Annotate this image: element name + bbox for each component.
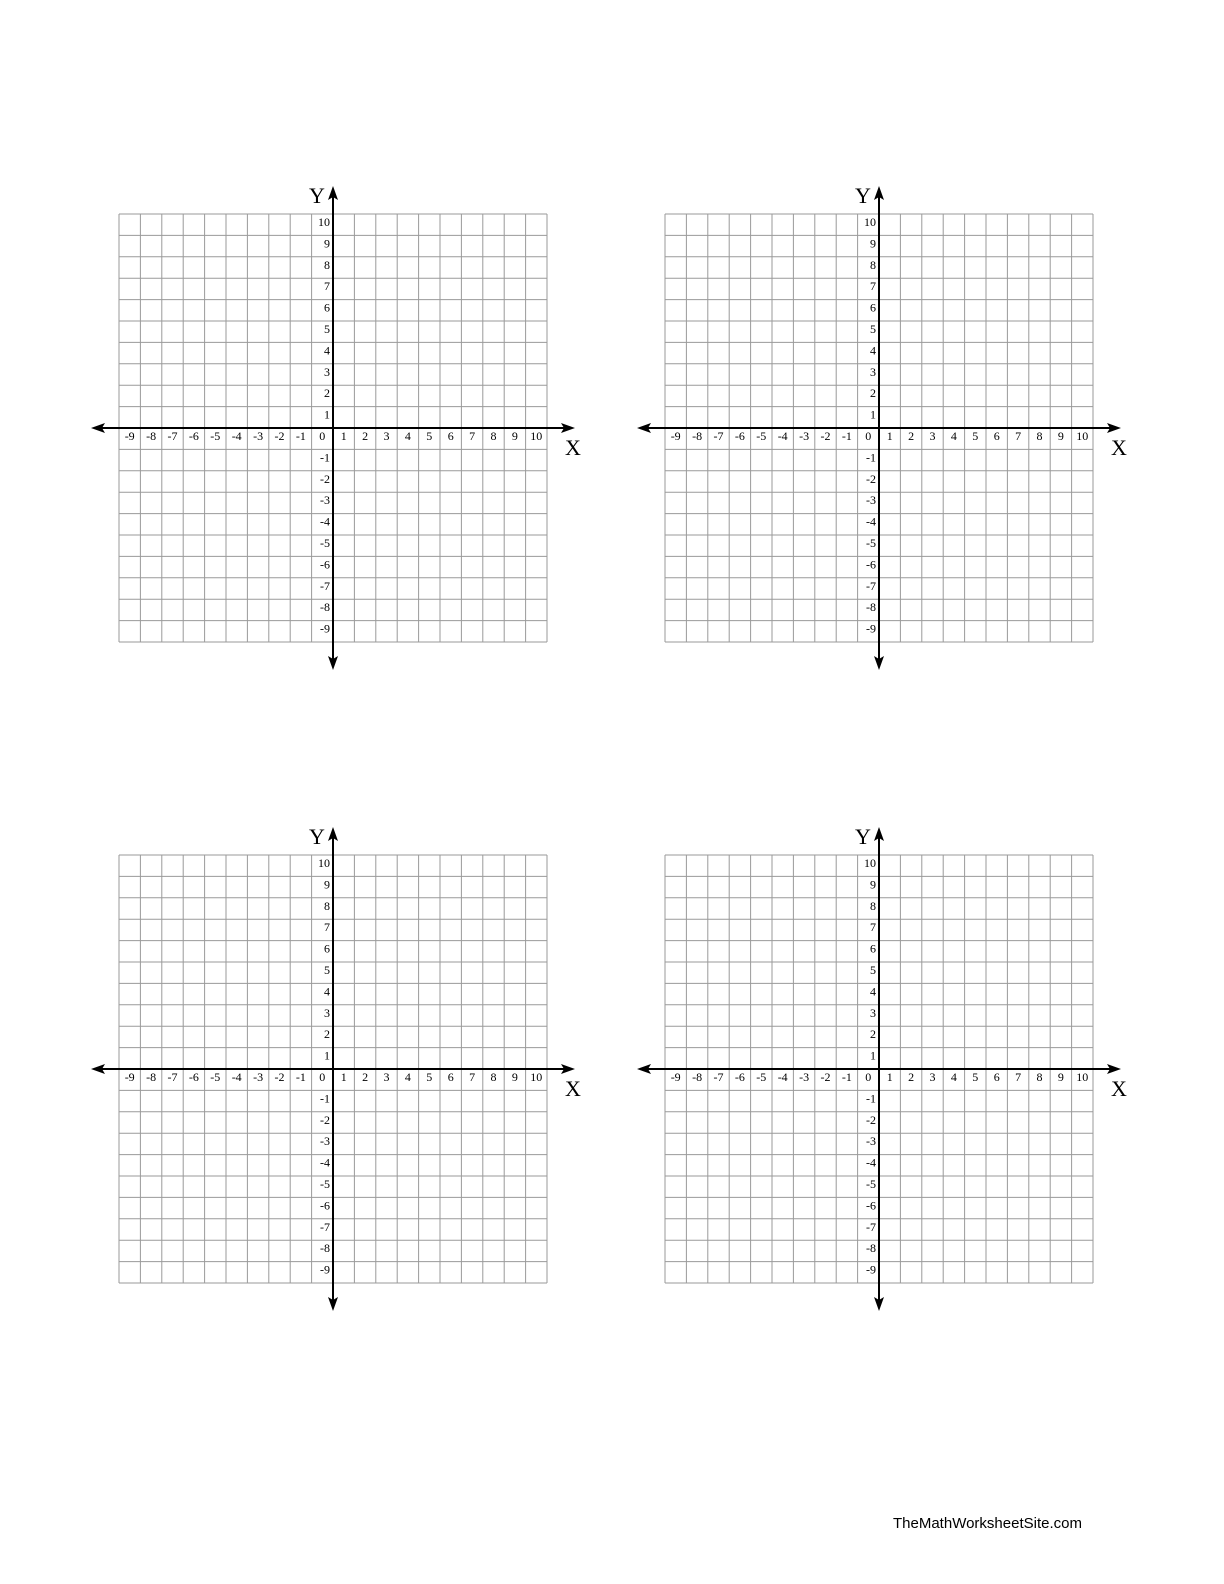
y-tick-label: 9 xyxy=(870,877,876,892)
y-axis-label: Y xyxy=(309,824,325,849)
x-tick-label: -5 xyxy=(210,429,221,443)
y-tick-label: 10 xyxy=(864,856,876,870)
x-tick-label: -2 xyxy=(820,429,831,443)
x-tick-label: -8 xyxy=(146,429,157,443)
y-tick-label: -9 xyxy=(866,621,876,636)
y-tick-label: 4 xyxy=(870,343,876,358)
x-tick-label: -2 xyxy=(820,1070,831,1084)
x-tick-label: 1 xyxy=(886,429,893,443)
x-tick-label: -1 xyxy=(295,1070,306,1084)
x-tick-label: -4 xyxy=(777,429,788,443)
x-tick-label: -5 xyxy=(210,1070,221,1084)
y-tick-label: -8 xyxy=(866,600,876,615)
y-tick-label: 6 xyxy=(324,300,330,315)
y-tick-label: -4 xyxy=(320,1155,330,1170)
y-tick-label: 1 xyxy=(870,1048,876,1063)
y-tick-label: 5 xyxy=(324,322,330,336)
axes xyxy=(637,827,1121,1311)
x-tick-label: 10 xyxy=(530,1070,543,1084)
x-tick-label: -8 xyxy=(692,429,703,443)
y-tick-label: -5 xyxy=(320,536,330,550)
y-tick-label: -7 xyxy=(320,1219,330,1234)
y-tick-label: -8 xyxy=(320,1241,330,1256)
x-tick-label: 0 xyxy=(319,429,326,443)
x-tick-label: -4 xyxy=(777,1070,788,1084)
y-tick-label: -1 xyxy=(866,1091,876,1106)
x-axis-label: X xyxy=(565,1076,581,1101)
x-tick-label: 4 xyxy=(950,429,957,443)
x-tick-label: 4 xyxy=(950,1070,957,1084)
y-tick-label: 7 xyxy=(870,279,876,294)
y-tick-label: -7 xyxy=(320,578,330,593)
y-tick-label: 2 xyxy=(870,386,876,401)
x-tick-label: 4 xyxy=(404,429,411,443)
x-tick-label: -9 xyxy=(124,429,135,443)
y-tick-label: -5 xyxy=(866,1177,876,1191)
y-tick-label: 5 xyxy=(324,963,330,977)
x-axis-label: X xyxy=(565,435,581,460)
x-tick-label: 2 xyxy=(362,1070,369,1084)
x-tick-label: -8 xyxy=(146,1070,157,1084)
x-tick-label: -7 xyxy=(713,1070,724,1084)
y-tick-label: -6 xyxy=(866,557,876,572)
x-tick-label: -2 xyxy=(274,429,285,443)
y-tick-label: -9 xyxy=(866,1262,876,1277)
x-axis-label: X xyxy=(1111,435,1127,460)
x-tick-label: 6 xyxy=(447,1070,454,1084)
x-tick-label: -6 xyxy=(188,1070,199,1084)
x-tick-label: 7 xyxy=(1015,1070,1022,1084)
x-tick-label: -5 xyxy=(756,1070,767,1084)
y-tick-label: 7 xyxy=(870,920,876,935)
x-tick-label: 2 xyxy=(908,429,915,443)
y-tick-label: -1 xyxy=(320,1091,330,1106)
graphs-layer xyxy=(91,183,1127,1311)
x-tick-label: -1 xyxy=(841,429,852,443)
y-tick-label: 1 xyxy=(324,1048,330,1063)
coordinate-grid-1 xyxy=(91,183,581,670)
y-tick-label: 4 xyxy=(870,984,876,999)
y-tick-label: -2 xyxy=(320,471,330,486)
y-tick-label: -2 xyxy=(866,1112,876,1127)
x-tick-label: 8 xyxy=(490,1070,497,1084)
x-tick-label: 5 xyxy=(426,429,433,443)
x-tick-label: -9 xyxy=(670,429,681,443)
x-tick-label: 10 xyxy=(1076,1070,1089,1084)
y-tick-label: -3 xyxy=(320,493,330,508)
x-tick-label: -4 xyxy=(231,1070,242,1084)
axes xyxy=(637,186,1121,670)
x-tick-label: 1 xyxy=(886,1070,893,1084)
y-tick-label: -3 xyxy=(320,1134,330,1149)
y-tick-label: -5 xyxy=(866,536,876,550)
x-tick-label: -6 xyxy=(734,1070,745,1084)
x-tick-label: -2 xyxy=(274,1070,285,1084)
y-tick-label: 3 xyxy=(870,1005,876,1020)
y-tick-label: -5 xyxy=(320,1177,330,1191)
y-tick-label: 4 xyxy=(324,343,330,358)
y-tick-label: -8 xyxy=(866,1241,876,1256)
y-tick-label: -6 xyxy=(320,557,330,572)
y-tick-label: 3 xyxy=(324,1005,330,1020)
y-tick-label: 2 xyxy=(324,386,330,401)
footer-site-name: TheMathWorksheetSite.com xyxy=(893,1515,1082,1532)
x-tick-label: 9 xyxy=(1057,429,1064,443)
x-tick-label: -6 xyxy=(734,429,745,443)
x-tick-label: 6 xyxy=(993,429,1000,443)
x-tick-label: -6 xyxy=(188,429,199,443)
x-tick-label: -5 xyxy=(756,429,767,443)
y-tick-label: -6 xyxy=(320,1198,330,1213)
y-tick-label: 8 xyxy=(324,257,330,272)
x-tick-label: -3 xyxy=(253,1070,264,1084)
y-tick-label: 6 xyxy=(870,941,876,956)
x-tick-label: -7 xyxy=(167,1070,178,1084)
x-tick-label: 2 xyxy=(362,429,369,443)
y-tick-label: 8 xyxy=(870,898,876,913)
y-tick-label: -1 xyxy=(320,450,330,465)
axes xyxy=(91,827,575,1311)
x-tick-label: 6 xyxy=(993,1070,1000,1084)
y-tick-label: -2 xyxy=(866,471,876,486)
y-axis-label: Y xyxy=(855,824,871,849)
y-tick-label: -9 xyxy=(320,621,330,636)
y-tick-label: 3 xyxy=(870,364,876,379)
x-tick-label: 8 xyxy=(1036,429,1043,443)
x-tick-label: 7 xyxy=(469,429,476,443)
coordinate-grid-3 xyxy=(91,824,581,1311)
y-tick-label: 7 xyxy=(324,279,330,294)
axes xyxy=(91,186,575,670)
y-tick-label: 10 xyxy=(864,215,876,229)
y-tick-label: 8 xyxy=(324,898,330,913)
y-tick-label: 10 xyxy=(318,856,330,870)
x-tick-label: 8 xyxy=(1036,1070,1043,1084)
y-tick-label: 6 xyxy=(324,941,330,956)
y-tick-label: -1 xyxy=(866,450,876,465)
x-tick-label: -1 xyxy=(295,429,306,443)
y-tick-label: -3 xyxy=(866,493,876,508)
x-tick-label: -1 xyxy=(841,1070,852,1084)
x-tick-label: 10 xyxy=(530,429,543,443)
x-tick-label: 1 xyxy=(340,1070,347,1084)
x-tick-label: 9 xyxy=(511,1070,518,1084)
y-tick-label: -7 xyxy=(866,578,876,593)
y-tick-label: -7 xyxy=(866,1219,876,1234)
coordinate-grid-2 xyxy=(637,183,1127,670)
x-tick-label: 7 xyxy=(469,1070,476,1084)
y-tick-label: 5 xyxy=(870,963,876,977)
y-tick-label: 9 xyxy=(324,877,330,892)
y-tick-label: 7 xyxy=(324,920,330,935)
y-tick-label: 3 xyxy=(324,364,330,379)
x-tick-label: 10 xyxy=(1076,429,1089,443)
y-tick-label: 6 xyxy=(870,300,876,315)
x-tick-label: 9 xyxy=(1057,1070,1064,1084)
x-tick-label: 4 xyxy=(404,1070,411,1084)
y-tick-label: -6 xyxy=(866,1198,876,1213)
x-tick-label: 3 xyxy=(383,1070,390,1084)
x-tick-label: 1 xyxy=(340,429,347,443)
x-tick-label: -7 xyxy=(167,429,178,443)
y-axis-label: Y xyxy=(855,183,871,208)
coordinate-grid-4 xyxy=(637,824,1127,1311)
x-tick-label: -3 xyxy=(253,429,264,443)
y-tick-label: -8 xyxy=(320,600,330,615)
y-tick-label: -4 xyxy=(866,1155,876,1170)
x-tick-label: 8 xyxy=(490,429,497,443)
x-tick-label: -8 xyxy=(692,1070,703,1084)
x-tick-label: -7 xyxy=(713,429,724,443)
y-tick-label: -2 xyxy=(320,1112,330,1127)
x-tick-label: 3 xyxy=(929,429,936,443)
x-tick-label: -9 xyxy=(670,1070,681,1084)
y-tick-label: 9 xyxy=(870,236,876,251)
x-tick-label: 5 xyxy=(426,1070,433,1084)
x-tick-label: 2 xyxy=(908,1070,915,1084)
y-tick-label: -3 xyxy=(866,1134,876,1149)
y-tick-label: 1 xyxy=(870,407,876,422)
x-tick-label: 0 xyxy=(865,429,872,443)
y-axis-label: Y xyxy=(309,183,325,208)
y-tick-label: -4 xyxy=(320,514,330,529)
x-tick-label: 3 xyxy=(929,1070,936,1084)
y-tick-label: 2 xyxy=(870,1027,876,1042)
y-tick-label: 10 xyxy=(318,215,330,229)
x-axis-label: X xyxy=(1111,1076,1127,1101)
y-tick-label: 5 xyxy=(870,322,876,336)
x-tick-label: 5 xyxy=(972,1070,979,1084)
y-tick-label: -9 xyxy=(320,1262,330,1277)
x-tick-label: 5 xyxy=(972,429,979,443)
x-tick-label: 0 xyxy=(865,1070,872,1084)
x-tick-label: -3 xyxy=(799,1070,810,1084)
x-tick-label: 6 xyxy=(447,429,454,443)
y-tick-label: 2 xyxy=(324,1027,330,1042)
x-tick-label: -4 xyxy=(231,429,242,443)
y-tick-label: 8 xyxy=(870,257,876,272)
x-tick-label: 7 xyxy=(1015,429,1022,443)
y-tick-label: 4 xyxy=(324,984,330,999)
x-tick-label: -3 xyxy=(799,429,810,443)
x-tick-label: 0 xyxy=(319,1070,326,1084)
y-tick-label: -4 xyxy=(866,514,876,529)
y-tick-label: 9 xyxy=(324,236,330,251)
x-tick-label: 9 xyxy=(511,429,518,443)
x-tick-label: -9 xyxy=(124,1070,135,1084)
x-tick-label: 3 xyxy=(383,429,390,443)
y-tick-label: 1 xyxy=(324,407,330,422)
